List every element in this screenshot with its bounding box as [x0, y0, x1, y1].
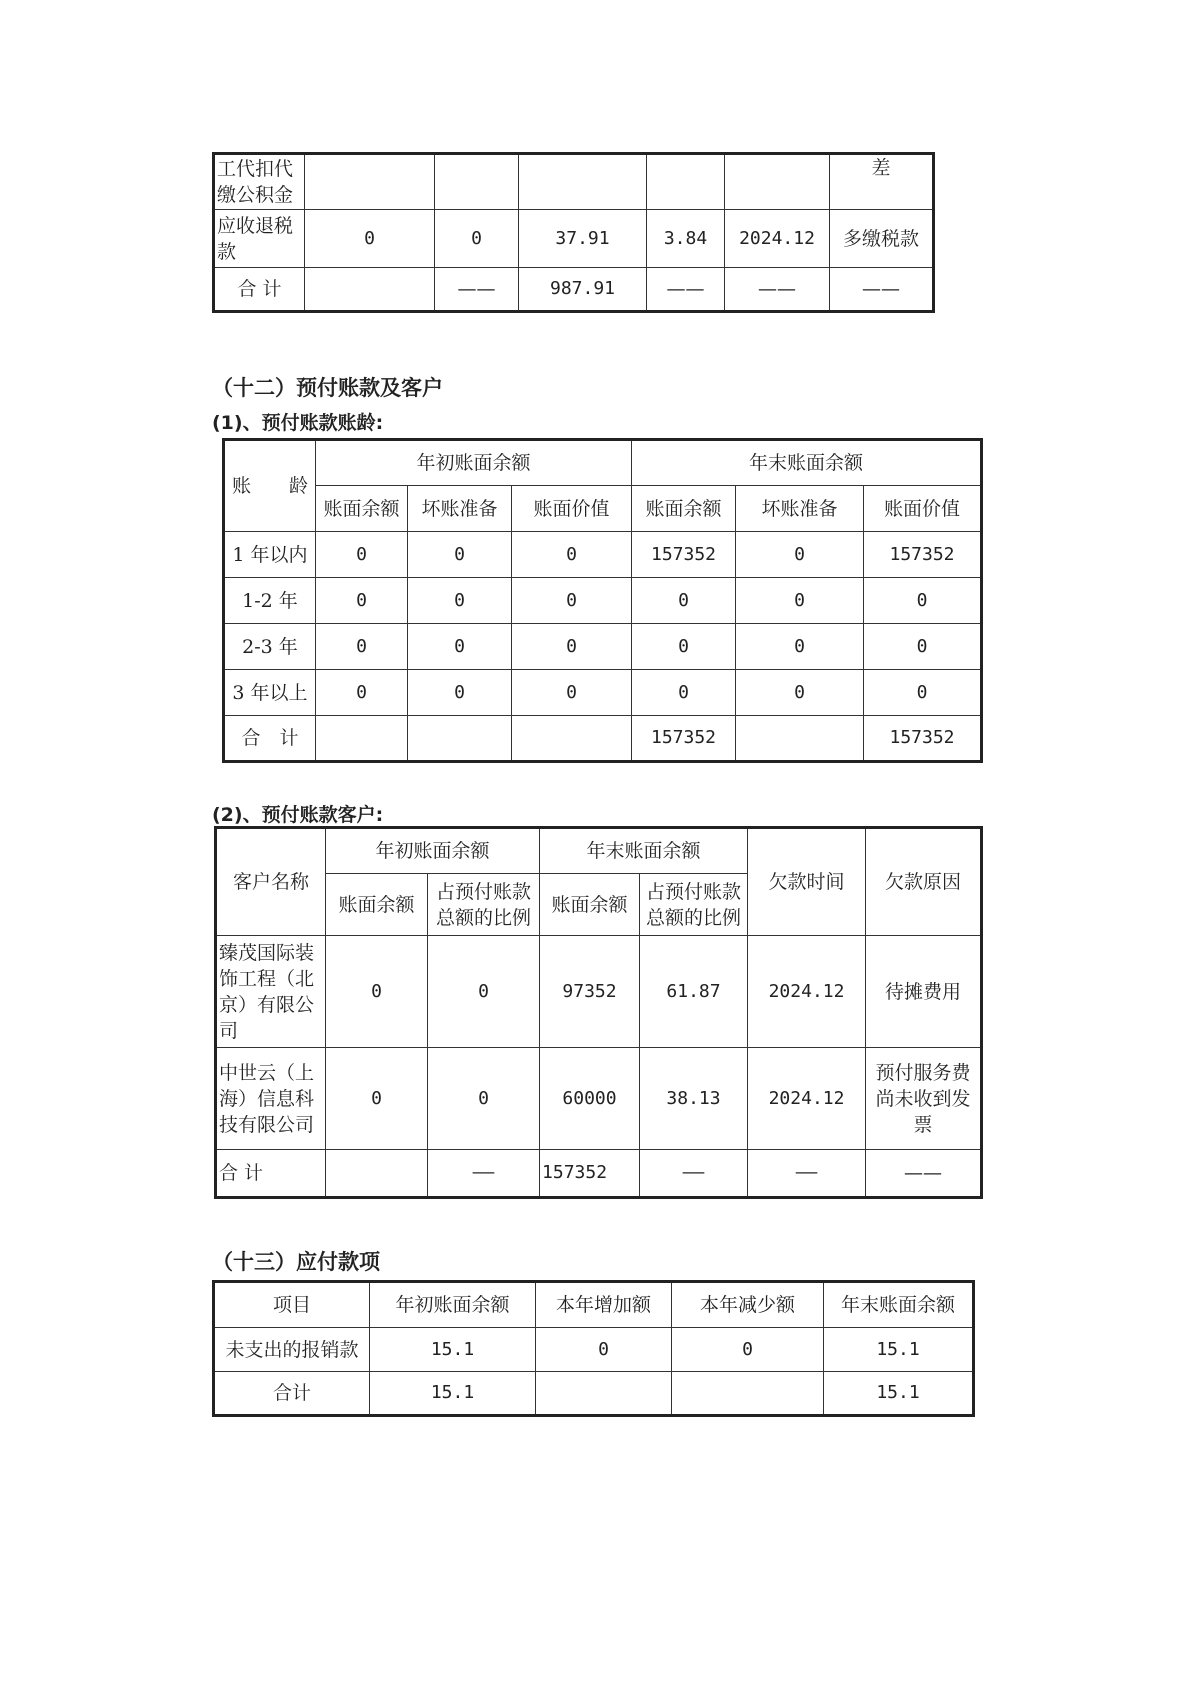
cell: —— — [647, 268, 725, 312]
table-subheader-row — [224, 486, 982, 532]
table-prepayment-aging — [222, 438, 983, 763]
table-header-row — [224, 440, 982, 486]
cell: 0 — [326, 936, 428, 1048]
section-12-title: （十二）预付账款及客户 — [212, 376, 443, 400]
customer-name: 合 计 — [216, 1150, 326, 1198]
cell: 合计 — [214, 1372, 370, 1416]
table-row — [224, 670, 982, 716]
table-other-receivables-partial — [212, 152, 935, 313]
subheader: 账面余额 — [316, 486, 408, 532]
cell: 0 — [864, 670, 982, 716]
cell: 0 — [512, 670, 632, 716]
cell: 0 — [512, 578, 632, 624]
cell — [305, 154, 435, 210]
row-label: 工代扣代缴公积金 — [214, 154, 305, 210]
cell — [408, 716, 512, 762]
subheader: 账面价值 — [864, 486, 982, 532]
cell: 0 — [864, 578, 982, 624]
header-begin-balance: 年初账面余额 — [316, 440, 632, 486]
cell: 未支出的报销款 — [214, 1328, 370, 1372]
cell: 0 — [316, 670, 408, 716]
customer-name: 臻茂国际装饰工程（北京）有限公司 — [216, 936, 326, 1048]
table-row — [214, 268, 934, 312]
subheader: 坏账准备 — [736, 486, 864, 532]
cell: 157352 — [632, 716, 736, 762]
cell — [536, 1372, 672, 1416]
cell: 15.1 — [824, 1372, 974, 1416]
cell: 97352 — [540, 936, 640, 1048]
cell: 0 — [316, 532, 408, 578]
cell: 60000 — [540, 1048, 640, 1150]
header-begin-balance: 年初账面余额 — [326, 828, 540, 874]
cell — [736, 716, 864, 762]
subheader: 占预付账款总额的比例 — [428, 874, 540, 936]
table-prepayment-customers — [214, 826, 983, 1199]
header-arrears-reason: 欠款原因 — [866, 828, 982, 936]
cell: 0 — [736, 578, 864, 624]
cell: 0 — [632, 578, 736, 624]
cell: 0 — [632, 624, 736, 670]
cell: 2024.12 — [725, 210, 830, 268]
cell: 0 — [536, 1328, 672, 1372]
row-label: 1-2 年 — [224, 578, 316, 624]
table-row — [214, 154, 934, 210]
cell: 0 — [428, 936, 540, 1048]
cell — [316, 716, 408, 762]
cell: —— — [866, 1150, 982, 1198]
cell: 0 — [672, 1328, 824, 1372]
cell — [647, 154, 725, 210]
cell: 15.1 — [370, 1372, 536, 1416]
cell: 0 — [864, 624, 982, 670]
subsection-customers-title: (2)、预付账款客户: — [212, 804, 384, 826]
subheader: 占预付账款总额的比例 — [640, 874, 748, 936]
cell: 0 — [736, 532, 864, 578]
table-payables — [212, 1280, 975, 1417]
cell — [326, 1150, 428, 1198]
table-header-row — [214, 1282, 974, 1328]
header-customer-name: 客户名称 — [216, 828, 326, 936]
table-row — [224, 578, 982, 624]
cell: —— — [748, 1150, 866, 1198]
cell: 0 — [305, 210, 435, 268]
table-row — [216, 1150, 982, 1198]
cell: —— — [435, 268, 519, 312]
row-label: 3 年以上 — [224, 670, 316, 716]
cell: 2024.12 — [748, 1048, 866, 1150]
cell — [672, 1372, 824, 1416]
cell: 0 — [428, 1048, 540, 1150]
column-header: 本年增加额 — [536, 1282, 672, 1328]
cell: —— — [830, 268, 934, 312]
cell: 0 — [408, 670, 512, 716]
table-header-row — [216, 828, 982, 874]
column-header: 本年减少额 — [672, 1282, 824, 1328]
cell: 2024.12 — [748, 936, 866, 1048]
table-row — [224, 716, 982, 762]
subheader: 账面价值 — [512, 486, 632, 532]
table-row — [214, 1372, 974, 1416]
row-label: 合 计 — [214, 268, 305, 312]
table-row — [216, 1048, 982, 1150]
subheader: 坏账准备 — [408, 486, 512, 532]
cell: 预付服务费尚未收到发票 — [866, 1048, 982, 1150]
subheader: 账面余额 — [540, 874, 640, 936]
header-arrears-time: 欠款时间 — [748, 828, 866, 936]
cell: 157352 — [864, 716, 982, 762]
cell: 0 — [408, 624, 512, 670]
header-end-balance: 年末账面余额 — [540, 828, 748, 874]
cell: —— — [428, 1150, 540, 1198]
cell: 0 — [435, 210, 519, 268]
cell: 0 — [316, 624, 408, 670]
cell: 差 — [830, 154, 934, 210]
table-row — [214, 210, 934, 268]
cell: 待摊费用 — [866, 936, 982, 1048]
row-label: 1 年以内 — [224, 532, 316, 578]
cell — [305, 268, 435, 312]
cell: 0 — [512, 532, 632, 578]
table-row — [214, 1328, 974, 1372]
cell: 987.91 — [519, 268, 647, 312]
cell: 多缴税款 — [830, 210, 934, 268]
cell — [435, 154, 519, 210]
cell: —— — [725, 268, 830, 312]
subsection-aging-title: (1)、预付账款账龄: — [212, 412, 384, 434]
cell: —— — [640, 1150, 748, 1198]
cell: 157352 — [540, 1150, 640, 1198]
header-end-balance: 年末账面余额 — [632, 440, 982, 486]
column-header: 年初账面余额 — [370, 1282, 536, 1328]
table-row — [216, 936, 982, 1048]
cell: 0 — [408, 578, 512, 624]
table-row — [224, 624, 982, 670]
cell: 15.1 — [824, 1328, 974, 1372]
cell: 0 — [408, 532, 512, 578]
cell: 0 — [316, 578, 408, 624]
cell — [725, 154, 830, 210]
header-age: 账 龄 — [224, 440, 316, 532]
cell: 157352 — [632, 532, 736, 578]
section-13-title: （十三）应付款项 — [212, 1250, 380, 1274]
cell: 15.1 — [370, 1328, 536, 1372]
column-header: 年末账面余额 — [824, 1282, 974, 1328]
column-header: 项目 — [214, 1282, 370, 1328]
row-label: 应收退税款 — [214, 210, 305, 268]
cell: 61.87 — [640, 936, 748, 1048]
cell: 38.13 — [640, 1048, 748, 1150]
cell: 0 — [736, 624, 864, 670]
cell: 0 — [736, 670, 864, 716]
cell: 37.91 — [519, 210, 647, 268]
subheader: 账面余额 — [632, 486, 736, 532]
row-label: 2-3 年 — [224, 624, 316, 670]
cell — [519, 154, 647, 210]
cell: 0 — [512, 624, 632, 670]
cell: 0 — [326, 1048, 428, 1150]
cell: 3.84 — [647, 210, 725, 268]
cell — [512, 716, 632, 762]
customer-name: 中世云（上海）信息科技有限公司 — [216, 1048, 326, 1150]
row-label: 合 计 — [224, 716, 316, 762]
subheader: 账面余额 — [326, 874, 428, 936]
cell: 0 — [632, 670, 736, 716]
table-row — [224, 532, 982, 578]
cell: 157352 — [864, 532, 982, 578]
